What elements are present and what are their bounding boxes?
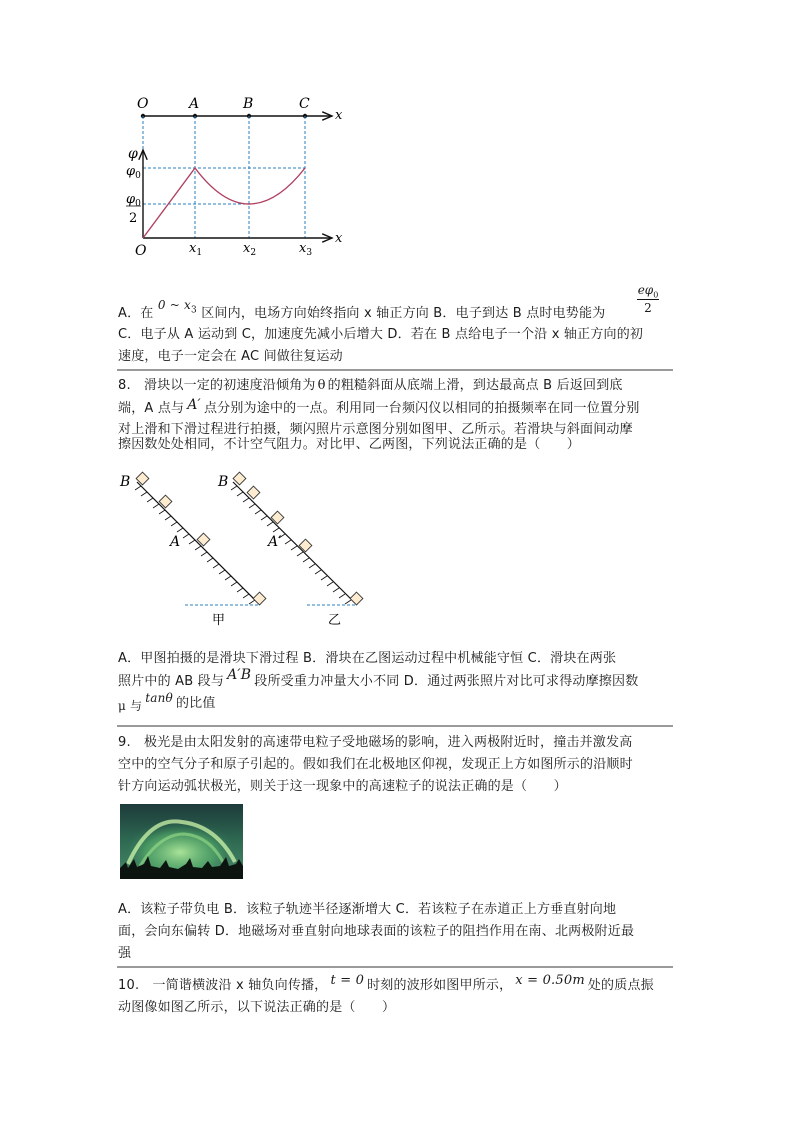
- q7-option-line1: A．在 0 ~ $x_3$ 区间内，电场方向始终指向 x 轴正方向 B．电子到达 B 点时电势能为: [118, 298, 606, 321]
- q8-stem-line3: 对上滑和下滑过程进行拍摄，频闪照片示意图分别如图甲、乙所示。若滑块与斜面间动摩: [118, 422, 633, 437]
- incline-left-B: B: [120, 474, 131, 490]
- label-x2: $x_2$: [243, 241, 257, 258]
- label-x1: $x_1$: [189, 241, 203, 258]
- incline-right-B: B: [218, 474, 229, 490]
- label-half-den: 2: [129, 211, 138, 226]
- q10-stem-line2: 动图像如图乙所示，以下说法正确的是（ ）: [118, 1000, 396, 1015]
- incline-left-A: A: [170, 534, 181, 550]
- label-A-top: A: [189, 96, 200, 112]
- q9-option-line3: 强: [118, 946, 132, 961]
- incline-right-caption: 乙: [328, 613, 342, 628]
- q8-option-line2: 照片中的 AB 段与 A′B 段所受重力冲量大小不同 D．通过两张照片对比可求得动摩擦因数: [118, 667, 639, 689]
- label-x-top: x: [335, 108, 343, 123]
- q7-option-line3: 速度，电子一定会在 AC 间做往复运动: [118, 349, 343, 364]
- divider-1: [117, 369, 673, 371]
- incline-left-caption: 甲: [212, 613, 226, 628]
- q9-stem-line3: 针方向运动弧状极光，则关于这一现象中的高速粒子的说法正确的是（ ）: [118, 779, 567, 794]
- q7-range-math: 0 ~ $x_3$: [157, 298, 197, 316]
- divider-3: [117, 966, 673, 968]
- q8-stem-line2: 端，A 点与 A′ 点分别为途中的一点。利用同一台频闪仪以相同的拍摄频率在同一位置分别: [118, 397, 640, 416]
- divider-2: [117, 725, 673, 727]
- incline-left: [137, 482, 260, 605]
- label-phi: φ: [128, 146, 138, 162]
- label-x3: $x_3$: [299, 241, 313, 258]
- q9-option-line2: 面，会向东偏转 D．地磁场对垂直射向地球表面的该粒子的阻挡作用在南、北两极附近最: [118, 924, 635, 939]
- label-half-num: $\varphi_0$: [126, 192, 141, 209]
- q8-option-line1: A．甲图拍摄的是滑块下滑过程 B．滑块在乙图运动过程中机械能守恒 C．滑块在两张: [118, 651, 617, 666]
- label-phi0: $\varphi_0$: [126, 164, 141, 181]
- q9-option-line1: A．该粒子带负电 B．该粒子轨迹半径逐渐增大 C．若该粒子在赤道正上方垂直射向地: [118, 902, 617, 917]
- label-x-bottom: x: [335, 231, 343, 246]
- q10-stem-line1: 10. 一简谐横波沿 x 轴负向传播， t = 0 时刻的波形如图甲所示， x = 0.50m 处的质点振: [118, 973, 654, 993]
- potential-figure: [125, 92, 355, 262]
- label-O-top: O: [137, 96, 149, 112]
- incline-figure: [115, 470, 375, 630]
- aurora-photo: [120, 804, 243, 879]
- q7-fraction: $e\varphi_0$ 2: [637, 283, 659, 316]
- label-origin: O: [135, 243, 147, 259]
- label-C-top: C: [299, 96, 310, 112]
- q8-stem-line4: 擦因数处处相同，不计空气阻力。对比甲、乙两图，下列说法正确的是（ ）: [118, 437, 581, 452]
- incline-right-A: A′: [268, 534, 282, 550]
- q9-stem-line2: 空中的空气分子和原子引起的。假如我们在北极地区仰视，发现正上方如图所示的沿顺时: [118, 757, 633, 772]
- label-B-top: B: [243, 96, 254, 112]
- q9-stem-line1: 9. 极光是由太阳发射的高速带电粒子受地磁场的影响，进入两极附近时，撞击并激发高: [118, 735, 633, 750]
- incline-right: [233, 482, 357, 605]
- q8-option-line3: μ 与tanθ 的比值: [118, 691, 216, 713]
- q7-option-line2: C．电子从 A 运动到 C，加速度先减小后增大 D．若在 B 点给电子一个沿 x 轴正方向的初: [118, 327, 644, 342]
- q8-stem-line1: 8. 滑块以一定的初速度沿倾角为 θ 的粗糙斜面从底端上滑，到达最高点 B 后返回到底: [118, 378, 623, 393]
